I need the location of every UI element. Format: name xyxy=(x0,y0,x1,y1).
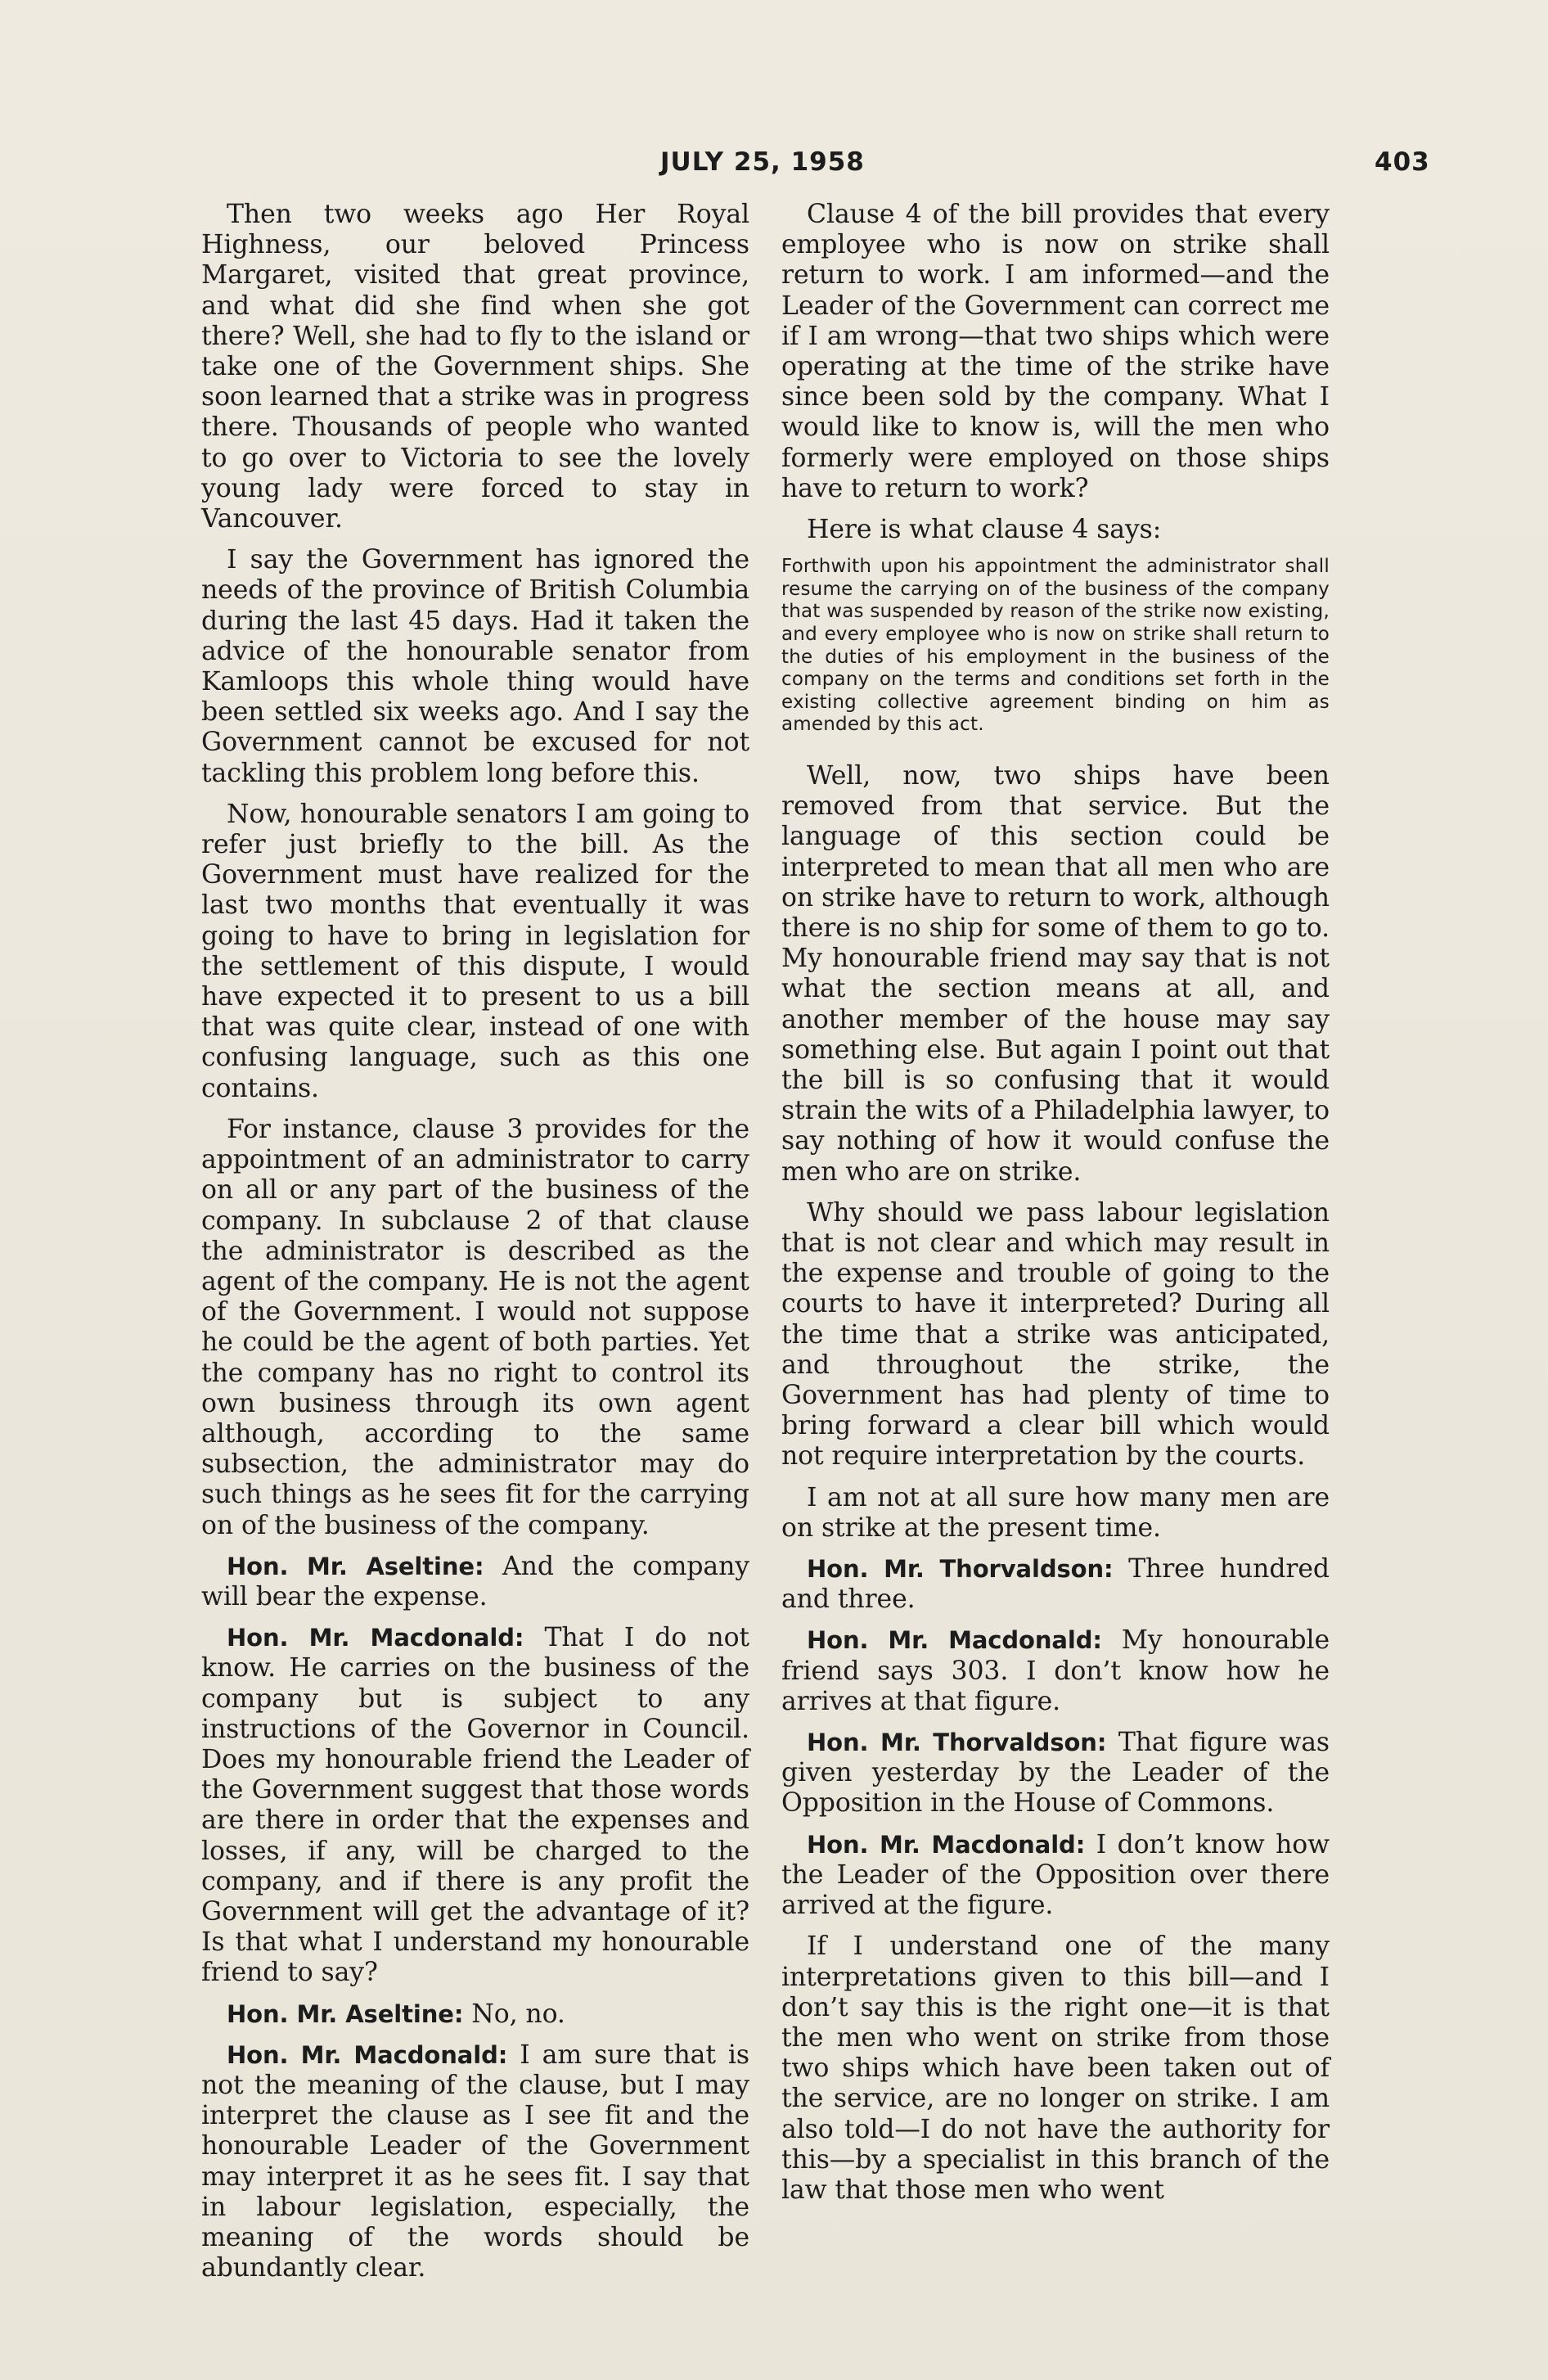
speaker-name: Hon. Mr. Macdonald: xyxy=(227,1624,524,1652)
speech-text: I am sure that is not the meaning of the clause, but I may interpret the clause as I see fit and the honourable Leader of the Government may interpret it as he sees fit. I say that in labour legislation, especially, the meaning of the words should be abundantly clear. xyxy=(201,2040,749,2283)
paragraph: If I understand one of the many interpretations given to this bill—and I don’t say this is the right one—it is that the men who went on strike from those two ships which have been taken out of the service, are no longer on strike. I am also told—I do not have the authority for this—by a specialist in this branch of the law that those men who went xyxy=(781,1931,1330,2205)
header-date: JULY 25, 1958 xyxy=(660,147,865,177)
speech-text: I don’t know how the Leader of the Opposition over there arrived at the figure. xyxy=(781,1829,1330,1921)
speech xyxy=(781,1554,1330,1615)
speech-text: Three hundred and three. xyxy=(781,1554,1330,1615)
speech-text: That figure was given yesterday by the Leader of the Opposition in the House of Commons. xyxy=(781,1728,1330,1819)
page-header xyxy=(0,137,1548,178)
speech xyxy=(201,1623,749,1988)
speech-text: That I do not know. He carries on the business of the company but is subject to any instructions of the Governor in Council. Does my honourable friend the Leader of the Government suggest that those words are there in order that the expenses and losses, if any, will be charged to the company, and if there is any profit the Government will get the advantage of it? Is that what I understand my honourable friend to say? xyxy=(201,1623,749,1988)
speaker-name: Hon. Mr. Thorvaldson: xyxy=(807,1729,1107,1757)
speech-text: My honourable friend says 303. I don’t know how he arrives at that figure. xyxy=(781,1625,1330,1716)
speech xyxy=(781,1728,1330,1819)
speech xyxy=(201,1552,749,1612)
speech xyxy=(781,1830,1330,1922)
block-quote: Forthwith upon his appointment the administrator shall resume the carrying on of the business of the company that was suspended by reason of the strike now existing, and every employee who is now on strike shall return to the duties of his employment in the business of the company on the terms and conditions set forth in the existing collective agreement binding on him as amended by this act. xyxy=(781,556,1330,736)
speaker-name: Hon. Mr. Thorvaldson: xyxy=(807,1555,1114,1584)
speaker-name: Hon. Mr. Aseltine: xyxy=(227,1999,464,2028)
paragraph: Well, now, two ships have been removed from that service. But the language of this section could be interpreted to mean that all men who are on strike have to return to work, although there is no ship for some of them to go to. My honourable friend may say that is not what the section means at all, and another member of the house may say something else. But again I point out that the bill is so confusing that it would strain the wits of a Philadelphia lawyer, to say nothing of how it would confuse the men who are on strike. xyxy=(781,760,1330,1187)
left-column xyxy=(201,200,749,2294)
paragraph: Here is what clause 4 says: xyxy=(807,515,1162,545)
paragraph: Then two weeks ago Her Royal Highness, our beloved Princess Margaret, visited that great province, and what did she find when she got there? Well, she had to fly to the island or take one of the Government ships. She soon learned that a strike was in progress there. Thousands of people who wanted to go over to Victoria to see the lovely young lady were forced to stay in Vancouver. xyxy=(201,200,749,534)
paragraph: Now, honourable senators I am going to refer just briefly to the bill. As the Government must have realized for the last two months that eventually it was going to have to bring in legislation for the settlement of this dispute, I would have expected it to present to us a bill that was quite clear, instead of one with confusing language, such as this one contains. xyxy=(201,799,749,1103)
speaker-name: Hon. Mr. Macdonald: xyxy=(227,2040,508,2069)
speaker-name: Hon. Mr. Aseltine: xyxy=(227,1552,484,1580)
speech xyxy=(781,1625,1330,1717)
right-column xyxy=(781,200,1330,2216)
speech-text: And the company will bear the expense. xyxy=(201,1551,749,1611)
paragraph: I am not at all sure how many men are on strike at the present time. xyxy=(781,1482,1330,1543)
paragraph: For instance, clause 3 provides for the appointment of an administrator to carry on all or any part of the business of the company. In subclause 2 of that clause the administrator is described as the agent of the company. He is not the agent of the Government. I would not suppose he could be the agent of both parties. Yet the company has no right to control its own business through its own agent although, according to the same subsection, the administrator may do such things as he sees fit for the carrying on of the business of the company. xyxy=(201,1114,749,1540)
speaker-name: Hon. Mr. Macdonald: xyxy=(807,1626,1102,1655)
paragraph: Clause 4 of the bill provides that every employee who is now on strike shall return to work. I am informed—and the Leader of the Government can correct me if I am wrong—that two ships which were operating at the time of the strike have since been sold by the company. What I would like to know is, will the men who formerly were employed on those ships have to return to work? xyxy=(781,200,1330,503)
speech-text: No, no. xyxy=(471,1999,565,2029)
speech xyxy=(201,1999,749,2030)
paragraph: I say the Government has ignored the needs of the province of British Columbia during the last 45 days. Had it taken the advice of the honourable senator from Kamloops this whole thing would have been settled six weeks ago. And I say the Government cannot be excused for not tackling this problem long before this. xyxy=(201,545,749,788)
speech xyxy=(201,2040,749,2284)
speaker-name: Hon. Mr. Macdonald: xyxy=(807,1830,1086,1859)
paragraph: Why should we pass labour legislation that is not clear and which may result in the expense and trouble of going to the courts to have it interpreted? During all the time that a strike was anticipated, and throughout the strike, the Government has had plenty of time to bring forward a clear bill which would not require interpretation by the courts. xyxy=(781,1197,1330,1472)
page-number: 403 xyxy=(1375,147,1430,177)
